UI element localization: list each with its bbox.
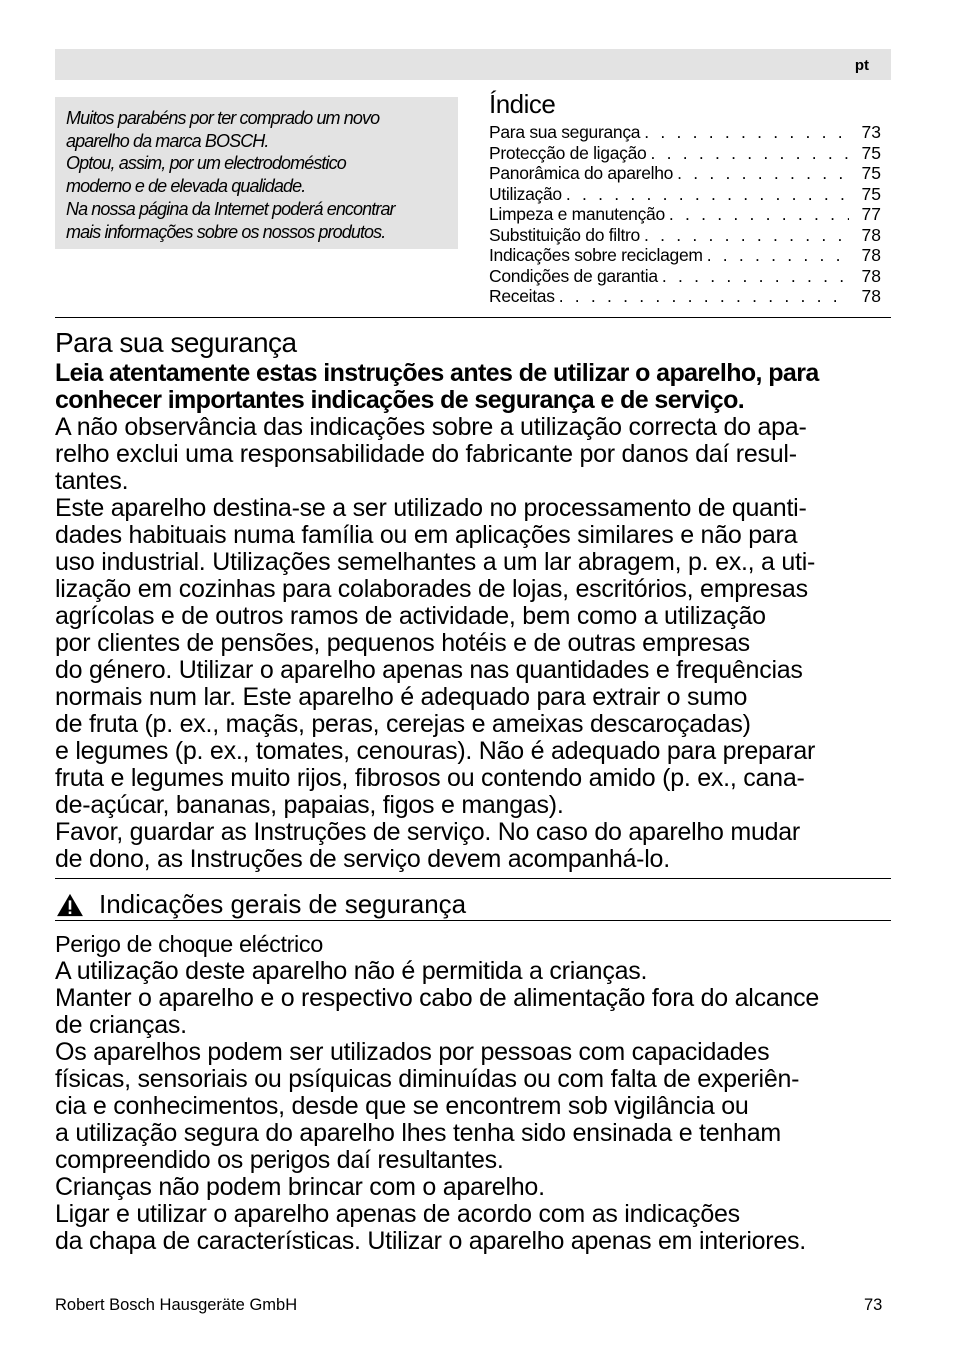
toc-label: Utilização — [489, 183, 562, 204]
toc-label: Para sua segurança — [489, 122, 641, 142]
toc-label: Panorâmica do aparelho — [489, 163, 674, 183]
intro-box — [55, 97, 458, 249]
toc-label: Indicações sobre reciclagem — [489, 245, 703, 265]
toc-leader-dots — [677, 163, 849, 184]
toc-leader-dots — [662, 266, 849, 287]
toc-entry[interactable] — [489, 184, 892, 205]
toc-entry[interactable] — [489, 163, 892, 184]
toc-page-number: 78 — [861, 265, 881, 286]
intro-line: Muitos parabéns por ter comprado um novo — [66, 108, 380, 128]
general-safety-title: Indicações gerais de segurança — [99, 889, 467, 919]
safety-paragraph: A não observância das indicações sobre a utilização correcta do apa- relho exclui uma responsabilidade do fabricante por danos daí resul- tantes. — [55, 413, 807, 495]
toc-leader-dots — [707, 245, 849, 266]
toc-entry[interactable] — [489, 266, 892, 287]
toc-label: Limpeza e manutenção — [489, 204, 665, 224]
intro-line: aparelho da marca BOSCH. — [66, 130, 269, 151]
general-paragraph: Crianças não podem brincar com o aparelho. — [55, 1173, 545, 1201]
toc-label: Receitas — [489, 286, 555, 306]
toc-entry[interactable] — [489, 204, 892, 225]
toc-leader-dots — [559, 286, 849, 307]
section-divider — [55, 317, 891, 318]
header-bar — [55, 49, 891, 80]
toc-leader-dots — [644, 225, 849, 246]
safety-bold-intro: Leia atentamente estas instruções antes de utilizar o aparelho, para conhecer importantes indicações de segurança e de serviço. — [55, 359, 819, 414]
toc-leader-dots — [669, 204, 849, 225]
toc-label: Protecção de ligação — [489, 142, 647, 163]
index-title: Índice — [489, 89, 556, 119]
toc-label: Substituição do filtro — [489, 224, 640, 245]
toc-page-number: 78 — [861, 245, 881, 265]
toc-page-number: 77 — [861, 204, 881, 224]
toc-page-number: 73 — [861, 122, 881, 142]
safety-heading: Para sua segurança — [55, 327, 297, 358]
footer-company: Robert Bosch Hausgeräte GmbH — [55, 1296, 298, 1314]
warning-icon — [55, 893, 85, 917]
language-code: pt — [854, 57, 869, 74]
toc-page-number: 75 — [861, 163, 881, 183]
section-divider — [55, 878, 891, 879]
general-paragraph: Manter o aparelho e o respectivo cabo de alimentação fora do alcance de crianças. — [55, 984, 820, 1039]
toc-page-number: 75 — [861, 183, 881, 204]
toc-leader-dots — [650, 143, 849, 164]
toc-leader-dots — [566, 184, 849, 205]
toc-page-number: 78 — [861, 286, 881, 306]
toc-entry[interactable] — [489, 286, 892, 307]
general-safety-heading — [55, 889, 466, 920]
toc-page-number: 78 — [861, 224, 881, 245]
safety-paragraph: Favor, guardar as Instruções de serviço. No caso do aparelho mudar de dono, as Instruções de serviço devem acompanhá-lo. — [55, 818, 801, 873]
intro-line: Optou, assim, por um electrodoméstico — [66, 153, 346, 174]
intro-line: moderno e de elevada qualidade. — [66, 176, 306, 197]
toc-label: Condições de garantia — [489, 265, 658, 286]
general-paragraph: A utilização deste aparelho não é permitida a crianças. — [55, 957, 648, 985]
safety-body — [55, 360, 895, 873]
intro-line: mais informações sobre os nossos produtos. — [66, 221, 386, 242]
general-paragraph: Os aparelhos podem ser utilizados por pessoas com capacidades físicas, sensoriais ou psíquicas diminuídas ou com falta de experiên- cia e conhecimentos, desde que se encontrem sob vigilância ou a utilização segura do aparelho lhes tenha sido ensinada e tenham compreendido os perigos daí resultantes. — [55, 1038, 800, 1174]
toc-leader-dots — [644, 122, 849, 143]
electric-shock-subheading: Perigo de choque eléctrico — [55, 931, 323, 957]
toc-page-number: 75 — [861, 142, 881, 163]
toc-entry[interactable] — [489, 225, 892, 246]
toc-entry[interactable] — [489, 143, 892, 164]
safety-paragraph: Este aparelho destina-se a ser utilizado no processamento de quanti- dades habituais numa família ou em aplicações similares e não para uso industrial. Utilizações semelhantes a um lar abragem, p. ex., a uti- lização em cozinhas para colaborades de lojas, escritórios, empresas agrícolas e de outros ramos de actividade, bem como a utilização por clientes de pensões, pequenos hotéis e de outras empresas do género. Utilizar o aparelho apenas nas quantidades e frequências normais num lar. Este aparelho é adequado para extrair o sumo de fruta (p. ex., maçãs, peras, cerejas e ameixas descaroçadas) e legumes (p. ex., tomates, cenouras). Não é adequado para preparar fruta e legumes muito rijos, fibrosos ou contendo amido (p. ex., cana- de-açúcar, bananas, papaias, figos e mangas). — [55, 494, 816, 819]
general-safety-body — [55, 958, 895, 1255]
footer-page-number: 73 — [864, 1296, 883, 1314]
table-of-contents — [489, 122, 892, 307]
toc-entry[interactable] — [489, 122, 892, 143]
section-divider — [55, 920, 891, 921]
general-paragraph: Ligar e utilizar o aparelho apenas de acordo com as indicações da chapa de características. Utilizar o aparelho apenas em interiores. — [55, 1200, 806, 1255]
intro-line: Na nossa página da Internet poderá encontrar — [66, 198, 395, 219]
toc-entry[interactable] — [489, 245, 892, 266]
